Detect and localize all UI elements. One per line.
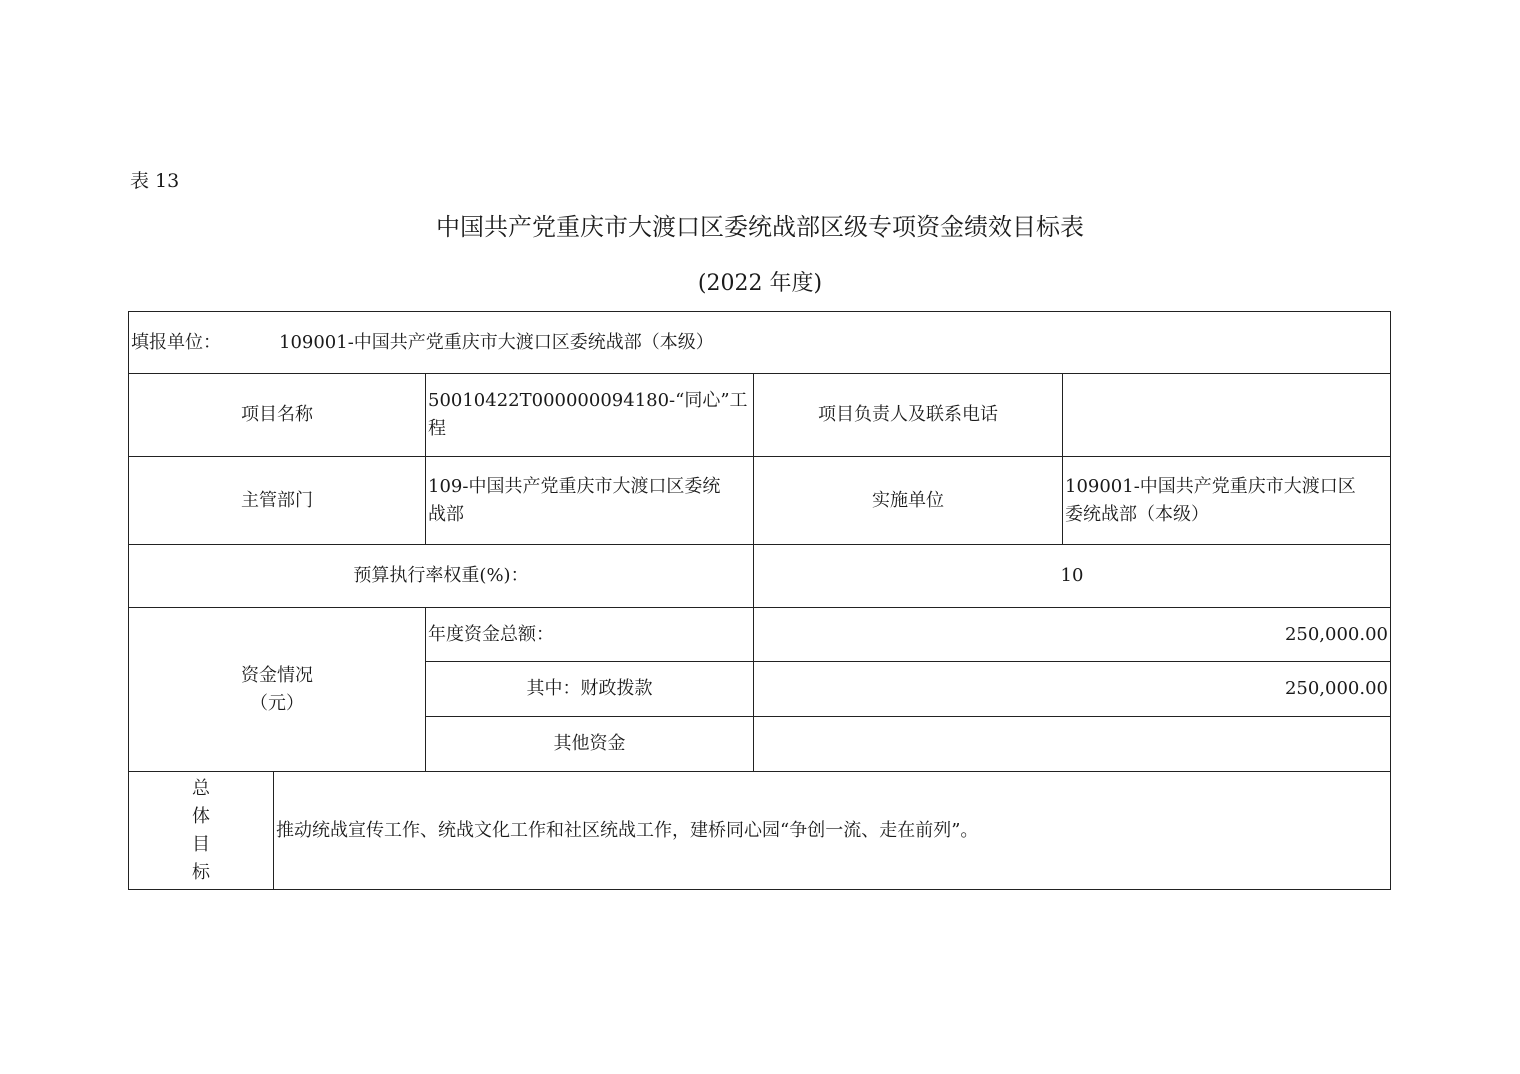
project-name-label: 项目名称: [129, 373, 425, 456]
fiscal-appropriation-value: 250,000.00: [753, 661, 1390, 716]
supervising-dept-value-line2: 战部: [428, 503, 464, 525]
funds-label-line2: （元）: [250, 692, 304, 714]
project-owner-value: [1062, 373, 1390, 456]
supervising-dept-label: 主管部门: [129, 456, 425, 544]
page-title: 中国共产党重庆市大渡口区委统战部区级专项资金绩效目标表: [436, 213, 1084, 241]
budget-weight-label: 预算执行率权重(%)：: [129, 544, 753, 607]
fiscal-appropriation-label: 其中：财政拨款: [425, 661, 753, 716]
implementing-unit-label: 实施单位: [753, 456, 1062, 544]
page-subtitle: (2022 年度): [697, 271, 823, 296]
overall-goal-label-char: 目: [192, 833, 210, 855]
project-name-value-line1: 50010422T000000094180-“同心”工: [428, 390, 748, 411]
overall-goal-label-char: 标: [192, 861, 210, 883]
annual-total-label: 年度资金总额：: [425, 607, 753, 661]
filing-unit-value: 109001-中国共产党重庆市大渡口区委统战部（本级）: [279, 331, 714, 353]
supervising-dept-value: [425, 456, 753, 544]
overall-goal-label-char: 体: [192, 805, 210, 827]
supervising-dept-value-line1: 109-中国共产党重庆市大渡口区委统: [428, 475, 721, 497]
overall-goal-value: 推动统战宣传工作、统战文化工作和社区统战工作，建桥同心园“争创一流、走在前列”。: [273, 771, 1390, 889]
implementing-unit-value-line1: 109001-中国共产党重庆市大渡口区: [1065, 475, 1356, 497]
funds-label: [129, 607, 425, 771]
performance-target-table: [128, 311, 1391, 890]
project-name-value: [425, 373, 753, 456]
annual-total-value: 250,000.00: [753, 607, 1390, 661]
filing-unit-row: [129, 312, 1390, 373]
implementing-unit-value-line2: 委统战部（本级）: [1065, 503, 1209, 525]
filing-unit-label: 填报单位：: [131, 331, 221, 353]
project-owner-label: 项目负责人及联系电话: [753, 373, 1062, 456]
implementing-unit-value: [1062, 456, 1390, 544]
budget-weight-value: 10: [753, 544, 1390, 607]
other-funds-value: [753, 716, 1390, 771]
project-name-value-line2: 程: [428, 418, 446, 439]
overall-goal-label: [129, 771, 273, 889]
funds-label-line1: 资金情况: [241, 664, 313, 686]
table-number: 表 13: [130, 170, 180, 192]
overall-goal-label-char: 总: [192, 777, 210, 799]
other-funds-label: 其他资金: [425, 716, 753, 771]
